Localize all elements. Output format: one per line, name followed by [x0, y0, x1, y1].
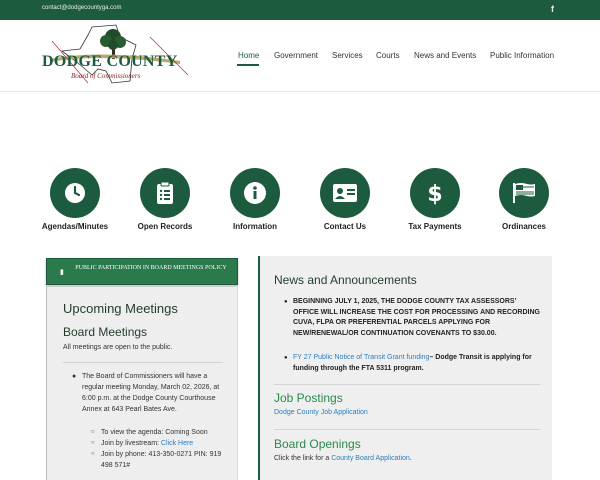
dollar-icon [410, 168, 460, 218]
quick-link-tax-payments[interactable] [395, 168, 475, 231]
bullet-icon: ○ [91, 429, 95, 435]
quick-link-label: Contact Us [323, 222, 367, 231]
divider [274, 429, 540, 430]
job-postings-heading: Job Postings [274, 391, 343, 405]
svg-text:$: $ [427, 182, 443, 205]
nav-public-information[interactable]: Public Information [490, 51, 555, 60]
nav-active-indicator [237, 64, 259, 66]
news-panel [258, 256, 552, 480]
meeting-livestream [101, 438, 231, 449]
facebook-icon[interactable]: f [551, 4, 554, 14]
quick-link-label: Open Records [137, 222, 193, 231]
transit-grant-link[interactable]: FY 27 Public Notice of Transit Grant funding [293, 354, 430, 361]
board-openings-heading: Board Openings [274, 437, 361, 451]
quick-link-label: Information [233, 222, 277, 231]
job-application-link[interactable]: Dodge County Job Application [274, 409, 368, 416]
top-bar [0, 0, 600, 20]
nav-home[interactable]: Home [238, 51, 260, 60]
clipboard-list-icon [140, 168, 190, 218]
bullet-icon: ● [72, 373, 77, 380]
meeting-phone: Join by phone: 413-350-0271 PIN: 919 498 571# [101, 451, 222, 469]
site-header [0, 20, 600, 92]
nav-courts[interactable]: Courts [376, 51, 400, 60]
logo-title: DODGE COUNTY [42, 53, 178, 70]
bullet-icon: ○ [91, 440, 95, 446]
quick-link-label: Tax Payments [408, 222, 462, 231]
quick-link-ordinances[interactable] [484, 168, 564, 231]
bullet-icon: ○ [91, 451, 95, 457]
public-participation-label: PUBLIC PARTICIPATION IN BOARD MEETINGS POLICY [75, 265, 227, 271]
meeting-description: The Board of Commissioners will have a regular meeting Monday, March 02, 2026, at 6:00 p.m. at the Dodge County Courthouse Annex at 643 Pearl Bates Ave. [82, 373, 220, 413]
quick-link-open-records[interactable] [125, 168, 205, 231]
nav-news-and-events[interactable]: News and Events [414, 51, 477, 60]
news-item-tax-assessors: BEGINNING JULY 1, 2025, THE DODGE COUNTY TAX ASSESSORS' OFFICE WILL INCREASE THE COST FOR PROCESSING AND RECORDING CUVA, FLPA OR PREFERENTIAL PARCELS APPLYING FOR NEW/RENEWAL/OR CONTINUATION COVENANTS TO $30.00. [293, 298, 540, 337]
quick-link-contact-us[interactable] [305, 168, 385, 231]
upcoming-meetings-heading: Upcoming Meetings [63, 301, 178, 316]
document-icon: ▮ [60, 269, 64, 276]
flag-icon [499, 168, 549, 218]
divider [274, 384, 540, 385]
divider [63, 362, 223, 363]
board-meetings-subheading: Board Meetings [63, 325, 148, 339]
quick-link-label: Ordinances [501, 222, 546, 231]
nav-government[interactable]: Government [274, 51, 319, 60]
public-participation-policy-button[interactable] [46, 258, 238, 285]
contact-email-link[interactable]: contact@dodgecountyga.com [42, 5, 122, 11]
news-heading: News and Announcements [274, 273, 417, 287]
quick-link-information[interactable] [215, 168, 295, 231]
bullet-icon: ● [284, 355, 288, 361]
nav-services[interactable]: Services [332, 51, 363, 60]
news-item-transit-grant [293, 353, 543, 374]
board-openings-prefix: Click the link for a [274, 455, 332, 462]
meetings-open-note: All meetings are open to the public. [63, 344, 173, 351]
transit-grant-text: – Dodge Transit is applying for funding through the FTA 5311 program. [293, 354, 532, 372]
upcoming-meetings-panel [46, 286, 238, 480]
logo-subtitle: Board of Commissioners [71, 72, 141, 80]
bullet-icon: ● [284, 299, 288, 305]
board-application-link[interactable]: County Board Application [331, 455, 410, 462]
board-openings-suffix: . [409, 455, 412, 462]
quick-link-label: Agendas/Minutes [41, 222, 109, 231]
meeting-agenda: To view the agenda: Coming Soon [101, 429, 208, 436]
livestream-prefix: Join by livestream: [101, 440, 161, 447]
quick-link-agendas-minutes[interactable] [35, 168, 115, 231]
board-openings-text [274, 455, 412, 462]
id-card-icon [320, 168, 370, 218]
livestream-link[interactable]: Click Here [160, 440, 194, 447]
dodge-county-logo[interactable] [40, 23, 190, 89]
info-icon [230, 168, 280, 218]
clock-icon [50, 168, 100, 218]
